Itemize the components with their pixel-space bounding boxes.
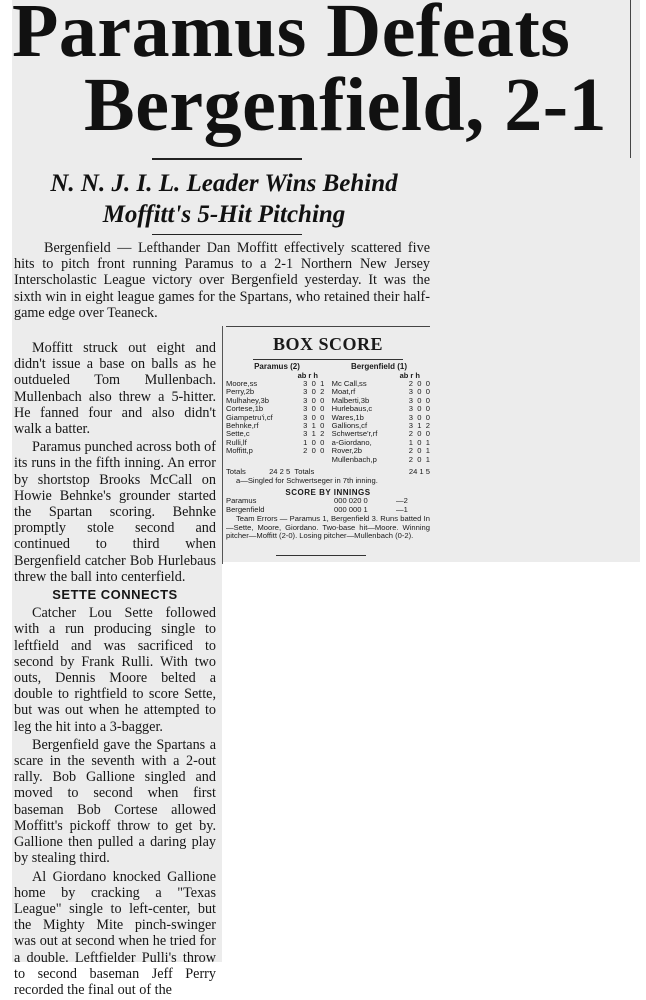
stat-r: 0 xyxy=(311,404,316,414)
stat-r: 0 xyxy=(417,387,422,397)
stat-r: 0 xyxy=(417,404,422,414)
deck-headline xyxy=(14,168,434,230)
innings-team: Paramus xyxy=(226,496,257,506)
innings-score: 000 000 1 xyxy=(334,504,368,514)
box-score-row xyxy=(226,439,430,447)
spacer xyxy=(324,430,331,438)
stat-h: 0 xyxy=(425,429,430,439)
box-footnote: a—Singled for Schwertseger in 7th inning. xyxy=(236,475,378,485)
spacer xyxy=(324,388,331,396)
stat-r: 0 xyxy=(311,437,316,447)
stat-h: 0 xyxy=(320,404,325,414)
player-name: Gallions,cf xyxy=(331,421,368,431)
player-name: a-Giordano, xyxy=(331,437,372,447)
stat-h: 2 xyxy=(320,429,325,439)
spacer xyxy=(324,397,331,405)
player-name: Cortese,1b xyxy=(226,404,264,414)
stat-r: 0 xyxy=(311,387,316,397)
stat-ab: 3 xyxy=(408,421,413,431)
spacer xyxy=(324,456,331,464)
stat-header-1: ab r h xyxy=(297,371,318,380)
box-totals xyxy=(226,468,430,485)
stat-ab: 3 xyxy=(303,421,308,431)
innings-runs: —2 xyxy=(396,496,408,506)
stat-r: 0 xyxy=(311,446,316,456)
paragraph-5: Al Giordano knocked Gallione home by cracking a "Texas League" single to left-center, but the Mighty Mite pinch-swinger was out at second when he tried for a double. Leftfielder Pulli's throw to second baseman Jeff Perry recorded the final out of the xyxy=(14,868,216,998)
player-name: Rulli,lf xyxy=(226,437,247,447)
stat-header-2: ab r h xyxy=(399,371,420,380)
deck-rule-top xyxy=(152,158,302,160)
stat-h: 0 xyxy=(425,379,430,388)
stat-r: 0 xyxy=(417,429,422,439)
player-name: Behnke,rf xyxy=(226,421,259,431)
stat-h: 0 xyxy=(425,412,430,422)
player-name: Perry,2b xyxy=(226,387,255,397)
stat-h: 2 xyxy=(320,387,325,397)
stat-h: 0 xyxy=(425,395,430,405)
box-score-rule-bottom xyxy=(276,555,366,556)
stat-r: 0 xyxy=(417,379,422,388)
stat-r: 0 xyxy=(417,395,422,405)
box-score-row xyxy=(226,447,430,455)
paragraph-3: Catcher Lou Sette followed with a run producing single to leftfield and was sacrificed to second by Frank Rulli. With two outs, Dennis Moore belted a double to rightfield to score Sette, but was out when he attempted to leg the hit into a 3-bagger. xyxy=(14,605,216,735)
totals-left-label: Totals xyxy=(226,467,246,477)
stat-ab: 3 xyxy=(303,429,308,439)
stat-ab: 2 xyxy=(408,446,413,456)
innings-score: 000 020 0 xyxy=(334,496,368,506)
stat-ab: 1 xyxy=(303,437,308,447)
team-1-header: Paramus (2) xyxy=(254,362,300,371)
innings-table xyxy=(226,497,430,514)
box-title-rule xyxy=(253,359,403,360)
stat-ab: 2 xyxy=(408,429,413,439)
stat-ab: 3 xyxy=(408,395,413,405)
player-name: Wares,1b xyxy=(331,412,364,422)
article-lead xyxy=(14,240,430,321)
box-score-row xyxy=(226,380,430,388)
box-score-row xyxy=(226,430,430,438)
box-notes: Team Errors — Paramus 1, Bergenfield 3. Runs batted In—Sette, Moore, Giordano. Two-base hit—Moore. Winning pitcher—Moffitt (2-0). Losing pitcher—Mullenbach (0-2). xyxy=(226,514,430,541)
column-divider xyxy=(222,326,223,564)
spacer xyxy=(324,405,331,413)
player-name: Moat,rf xyxy=(331,387,356,397)
stat-h: 1 xyxy=(320,379,325,388)
stat-h: 0 xyxy=(320,412,325,422)
player-name: Malberti,3b xyxy=(331,395,370,405)
totals-left-values: 24 2 5 xyxy=(269,467,291,477)
spacer xyxy=(324,422,331,430)
spacer xyxy=(324,414,331,422)
player-name: Mullenbach,p xyxy=(331,454,377,464)
stat-ab xyxy=(299,456,308,464)
player-name: Giampetru'i,cf xyxy=(226,412,273,422)
stat-h: 0 xyxy=(320,446,325,456)
stat-r: 0 xyxy=(417,454,422,464)
stat-ab: 3 xyxy=(408,404,413,414)
player-name: Hurlebaus,c xyxy=(331,404,373,414)
stat-h: 0 xyxy=(320,395,325,405)
innings-title: SCORE BY INNINGS xyxy=(285,488,371,498)
totals-right-label: Totals xyxy=(294,467,315,477)
totals-right-values: 24 1 5 xyxy=(408,467,430,477)
deck-line-2: Moffitt's 5-Hit Pitching xyxy=(102,201,346,228)
deck-rule-bottom xyxy=(152,234,302,235)
box-team-headers xyxy=(226,362,430,371)
box-score xyxy=(226,328,430,541)
stat-ab: 2 xyxy=(408,379,413,388)
stat-ab: 3 xyxy=(303,379,308,388)
player-name: Moore,ss xyxy=(226,379,258,388)
box-score-table xyxy=(226,380,430,464)
headline-line-2: Bergenfield, 2-1 xyxy=(84,63,608,147)
stat-ab: 3 xyxy=(408,412,413,422)
stat-r: 0 xyxy=(417,412,422,422)
player-name xyxy=(226,456,299,464)
box-score-row xyxy=(226,456,430,464)
stat-ab: 3 xyxy=(303,404,308,414)
player-name: Mc Call,ss xyxy=(331,379,367,388)
stat-ab: 3 xyxy=(408,387,413,397)
stat-h: 1 xyxy=(425,437,430,447)
box-score-title: BOX SCORE xyxy=(272,334,384,354)
stat-r: 0 xyxy=(417,446,422,456)
stat-r: 1 xyxy=(417,421,422,431)
spacer xyxy=(324,439,331,447)
stat-h: 1 xyxy=(425,446,430,456)
player-name: Moffitt,p xyxy=(226,446,253,456)
headline-line-1: Paramus Defeats xyxy=(12,0,571,73)
stat-h: 0 xyxy=(320,421,325,431)
deck-line-1: N. N. J. I. L. Leader Wins Behind xyxy=(50,170,398,197)
player-name: Schwertse'r,rf xyxy=(331,429,378,439)
stat-r xyxy=(307,456,316,464)
box-score-rule-top xyxy=(226,326,430,327)
paragraph-1: Moffitt struck out eight and didn't issue a base on balls as he outdueled Tom Mullenbach. Mullenbach also threw a 5-hitter. He fanned four and also didn't walk a batter. xyxy=(14,340,216,438)
player-name: Mulhahey,3b xyxy=(226,395,269,405)
innings-row xyxy=(226,506,430,514)
spacer xyxy=(324,380,331,388)
stat-ab: 3 xyxy=(303,395,308,405)
player-name: Sette,c xyxy=(226,429,250,439)
stat-h: 0 xyxy=(425,404,430,414)
stat-r: 0 xyxy=(311,412,316,422)
paragraph-4: Bergenfield gave the Spartans a scare in the seventh with a 2-out rally. Bob Gallione singled and moved to second when first baseman Bob Cortese allowed Moffitt's pickoff throw to get by. Gallione then pulled a daring play by stealing third. xyxy=(14,736,216,867)
player-name: Rover,2b xyxy=(331,446,363,456)
clipping-cutout-area xyxy=(222,562,646,990)
stat-ab: 3 xyxy=(303,387,308,397)
lead-paragraph: Bergenfield — Lefthander Dan Moffitt effectively scattered five hits to pitch front running Paramus to a 2-1 Northern New Jersey Interscholastic League victory over Bergenfield yesterday. It was the sixth win in eight league games for the Spartans, who retained their half-game edge over Teaneck. xyxy=(14,240,430,321)
article-column xyxy=(14,340,216,1000)
stat-h: 1 xyxy=(425,454,430,464)
stat-r: 0 xyxy=(417,437,422,447)
subhead: SETTE CONNECTS xyxy=(52,587,178,603)
box-score-row xyxy=(226,422,430,430)
stat-h: 0 xyxy=(425,387,430,397)
innings-team: Bergenfield xyxy=(226,504,265,514)
team-2-header: Bergenfield (1) xyxy=(350,362,407,371)
paragraph-2: Paramus punched across both of its runs in the fifth inning. An error by shortstop Brooks McCall on Howie Behnke's grounder started the Spartan scoring. Behnke promptly stole second and continued to third when Bergenfield catcher Bob Hurlebaus threw the ball into centerfield. xyxy=(14,439,216,585)
stat-ab: 3 xyxy=(303,412,308,422)
spacer xyxy=(324,447,331,455)
stat-r: 1 xyxy=(311,429,316,439)
stat-r: 0 xyxy=(311,395,316,405)
stat-ab: 2 xyxy=(408,454,413,464)
stat-r: 1 xyxy=(311,421,316,431)
stat-h: 2 xyxy=(425,421,430,431)
stat-h: 0 xyxy=(320,437,325,447)
stat-ab: 1 xyxy=(408,437,413,447)
stat-h xyxy=(316,456,325,464)
stat-r: 0 xyxy=(311,379,316,388)
stat-ab: 2 xyxy=(303,446,308,456)
innings-runs: —1 xyxy=(396,504,408,514)
headline-edge-rule xyxy=(630,0,631,158)
